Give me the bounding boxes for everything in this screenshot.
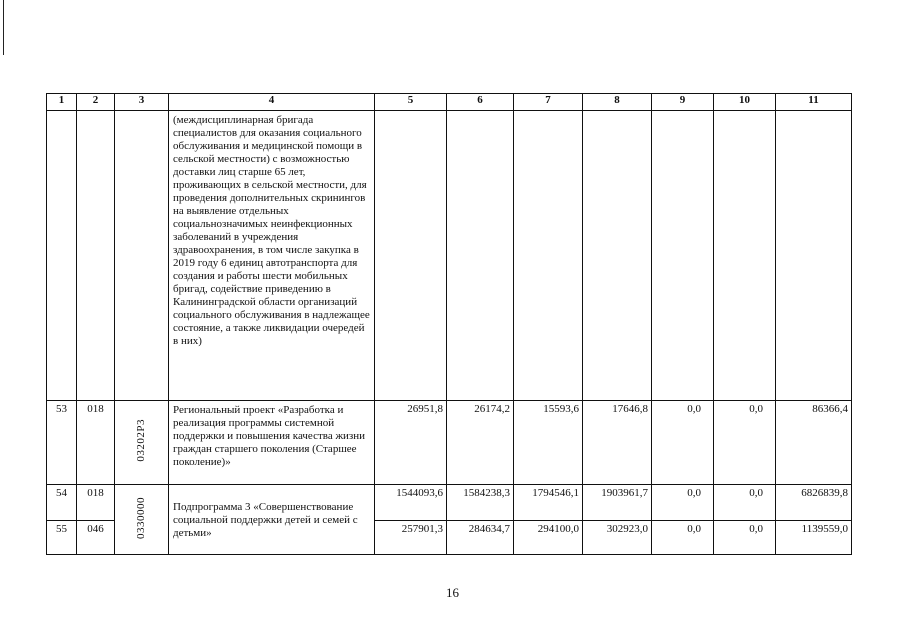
continuation-row [47,111,852,401]
item-name: Подпрограмма 3 «Совершенствование социальной поддержки детей и семей с детьми» [169,485,375,555]
value-col-8: 302923,0 [583,521,652,555]
value-col-7: 1794546,1 [514,485,583,521]
header-row [47,94,852,111]
header-col-11: 11 [776,94,852,111]
value-col-6: 284634,7 [447,521,514,555]
value-col-10: 0,0 [714,521,776,555]
value-col-6: 26174,2 [447,401,514,485]
budget-table [46,93,852,555]
value-col-7: 294100,0 [514,521,583,555]
value-col-8: 1903961,7 [583,485,652,521]
value-col-11: 86366,4 [776,401,852,485]
value-col-5: 26951,8 [375,401,447,485]
target-code: 03202Р3 [115,401,169,485]
header-col-7: 7 [514,94,583,111]
value-col-5: 257901,3 [375,521,447,555]
admin-code: 046 [77,521,115,555]
header-col-3: 3 [115,94,169,111]
header-col-4: 4 [169,94,375,111]
item-name: Региональный проект «Разработка и реализация программы системной поддержки и повышения качества жизни граждан старшего поколения (Старшее поколение)» [169,401,375,485]
table-row-54 [47,485,852,521]
value-col-9: 0,0 [652,401,714,485]
value-col-10: 0,0 [714,485,776,521]
value-col-11: 1139559,0 [776,521,852,555]
admin-code: 018 [77,401,115,485]
value-col-6: 1584238,3 [447,485,514,521]
value-col-11: 6826839,8 [776,485,852,521]
value-col-9: 0,0 [652,485,714,521]
header-col-9: 9 [652,94,714,111]
header-col-1: 1 [47,94,77,111]
continuation-text: (междисциплинарная бригада специалистов для оказания социального обслуживания и медицинской помощи в сельской местности) с возможностью доставки лиц старше 65 лет, проживающих в сельской местности, для проведения дополнительных скринингов на выявление отдельных социальнозначимых неинфекционных заболеваний в учреждения здравоохранения, в том числе закупка в 2019 году 6 единиц автотранспорта для создания и работы шести мобильных бригад, содействие приведению в Калининградской области организаций социального обслуживания в надлежащее состояние, а также ликвидации очередей в них) [169,111,375,401]
table-row-53 [47,401,852,485]
target-code: 0330000 [115,485,169,555]
admin-code: 018 [77,485,115,521]
value-col-5: 1544093,6 [375,485,447,521]
margin-line [3,0,4,55]
page-number: 16 [446,585,459,600]
value-col-7: 15593,6 [514,401,583,485]
value-col-8: 17646,8 [583,401,652,485]
header-col-5: 5 [375,94,447,111]
header-col-10: 10 [714,94,776,111]
value-col-9: 0,0 [652,521,714,555]
row-number: 55 [47,521,77,555]
header-col-2: 2 [77,94,115,111]
value-col-10: 0,0 [714,401,776,485]
header-col-6: 6 [447,94,514,111]
row-number: 53 [47,401,77,485]
row-number: 54 [47,485,77,521]
header-col-8: 8 [583,94,652,111]
